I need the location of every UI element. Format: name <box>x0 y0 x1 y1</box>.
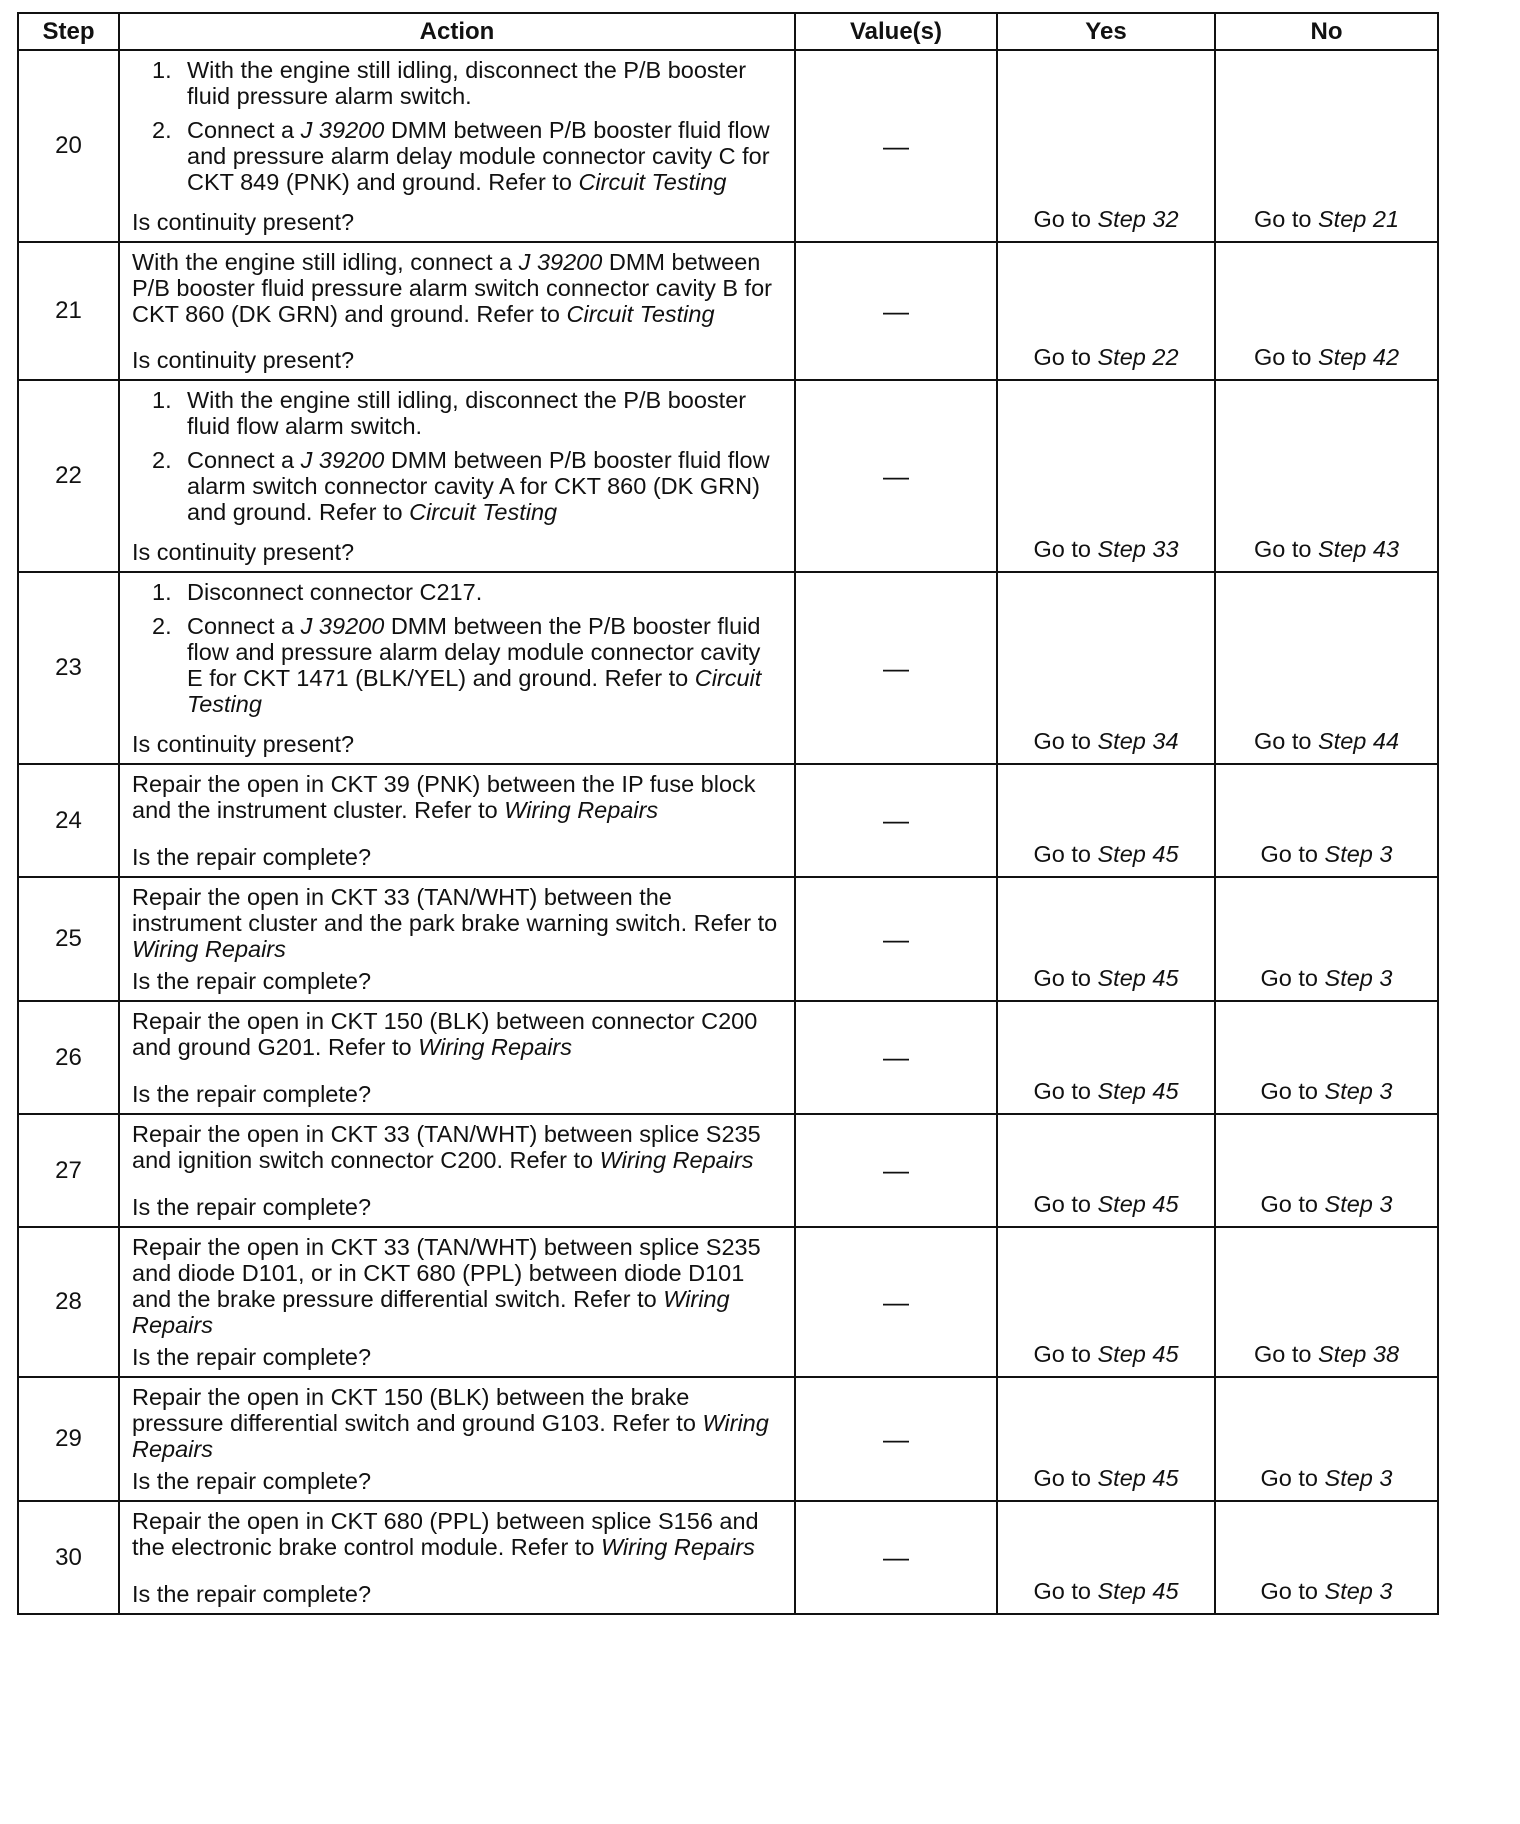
no-cell <box>1215 1377 1438 1501</box>
no-cell <box>1215 572 1438 764</box>
action-question: Is continuity present? <box>132 209 355 235</box>
action-cell <box>119 572 795 764</box>
step-number: 25 <box>18 877 119 1001</box>
table-row <box>18 1227 1438 1377</box>
no-step-ref: Step 3 <box>1324 841 1393 867</box>
table-row <box>18 380 1438 572</box>
yes-cell <box>997 877 1215 1001</box>
table-row <box>18 877 1438 1001</box>
no-cell <box>1215 877 1438 1001</box>
yes-goto-text: Go to <box>1033 965 1091 991</box>
action-text: DMM between the P/B booster fluid flow and pressure alarm delay module connector cavity E for CKT 1471 (BLK/YEL) and ground. Refer to <box>187 613 761 691</box>
reference-text: Wiring Repairs <box>132 936 286 962</box>
diagnostic-table-page <box>17 12 1437 1615</box>
action-paragraph <box>132 1008 782 1060</box>
table-row <box>18 572 1438 764</box>
no-goto-text: Go to <box>1260 1465 1318 1491</box>
reference-text: J 39200 <box>300 447 385 473</box>
yes-goto-text: Go to <box>1033 1078 1091 1104</box>
yes-cell <box>997 572 1215 764</box>
yes-step-ref: Step 22 <box>1097 344 1179 370</box>
yes-step-ref: Step 34 <box>1097 728 1179 754</box>
action-text: Repair the open in CKT 33 (TAN/WHT) between the instrument cluster and the park brake warning switch. Refer to <box>132 884 778 936</box>
no-goto-text: Go to <box>1260 841 1318 867</box>
action-text: Repair the open in CKT 33 (TAN/WHT) between splice S235 and diode D101, or in CKT 680 (PPL) between diode D101 and the brake pressure differential switch. Refer to <box>132 1234 761 1312</box>
table-row <box>18 1377 1438 1501</box>
no-cell <box>1215 380 1438 572</box>
action-paragraph <box>132 1508 782 1560</box>
action-step-item <box>132 57 782 109</box>
no-goto-text: Go to <box>1260 1578 1318 1604</box>
yes-cell <box>997 380 1215 572</box>
yes-goto-text: Go to <box>1033 1465 1091 1491</box>
no-step-ref: Step 43 <box>1318 536 1400 562</box>
value-cell: — <box>795 1501 997 1614</box>
action-text: Connect a <box>187 613 301 639</box>
step-number: 24 <box>18 764 119 877</box>
no-cell <box>1215 1114 1438 1227</box>
reference-text: Circuit Testing <box>187 665 762 717</box>
action-step-number: 1. <box>152 387 172 413</box>
yes-goto-text: Go to <box>1033 728 1091 754</box>
action-text: Repair the open in CKT 39 (PNK) between the IP fuse block and the instrument cluster. Refer to <box>132 771 756 823</box>
yes-cell <box>997 1501 1215 1614</box>
yes-cell <box>997 1377 1215 1501</box>
yes-goto-text: Go to <box>1033 536 1091 562</box>
no-cell <box>1215 242 1438 380</box>
value-cell: — <box>795 1227 997 1377</box>
table-row <box>18 1114 1438 1227</box>
action-step-number: 1. <box>152 57 172 83</box>
yes-step-ref: Step 45 <box>1097 1078 1179 1104</box>
no-step-ref: Step 44 <box>1318 728 1400 754</box>
action-text: DMM between P/B booster fluid flow alarm switch connector cavity A for CKT 860 (DK GRN) and ground. Refer to <box>187 447 770 525</box>
no-step-ref: Step 3 <box>1324 1078 1393 1104</box>
table-row <box>18 764 1438 877</box>
yes-goto-text: Go to <box>1033 1341 1091 1367</box>
reference-text: J 39200 <box>518 249 603 275</box>
yes-cell <box>997 1114 1215 1227</box>
action-text: DMM between P/B booster fluid flow and pressure alarm delay module connector cavity C for CKT 849 (PNK) and ground. Refer to <box>187 117 770 195</box>
action-text: Repair the open in CKT 150 (BLK) between the brake pressure differential switch and ground G103. Refer to <box>132 1384 703 1436</box>
no-cell <box>1215 1001 1438 1114</box>
action-cell <box>119 50 795 242</box>
action-text: DMM between P/B booster fluid pressure alarm switch connector cavity B for CKT 860 (DK GRN) and ground. Refer to <box>132 249 772 327</box>
action-question: Is continuity present? <box>132 539 355 565</box>
step-number: 23 <box>18 572 119 764</box>
action-cell <box>119 764 795 877</box>
action-cell <box>119 1501 795 1614</box>
yes-step-ref: Step 45 <box>1097 841 1179 867</box>
action-question: Is the repair complete? <box>132 844 372 870</box>
yes-step-ref: Step 32 <box>1097 206 1179 232</box>
action-question: Is the repair complete? <box>132 1468 372 1494</box>
action-cell <box>119 1001 795 1114</box>
no-step-ref: Step 38 <box>1318 1341 1400 1367</box>
table-header-row <box>18 13 1438 50</box>
header-action: Action <box>119 13 795 50</box>
value-cell: — <box>795 764 997 877</box>
yes-goto-text: Go to <box>1033 1191 1091 1217</box>
action-step-item <box>132 117 782 195</box>
yes-cell <box>997 50 1215 242</box>
no-step-ref: Step 3 <box>1324 1465 1393 1491</box>
value-cell: — <box>795 50 997 242</box>
yes-step-ref: Step 33 <box>1097 536 1179 562</box>
action-paragraph <box>132 249 782 327</box>
yes-goto-text: Go to <box>1033 206 1091 232</box>
no-cell <box>1215 1501 1438 1614</box>
yes-goto-text: Go to <box>1033 841 1091 867</box>
no-step-ref: Step 3 <box>1324 1191 1393 1217</box>
action-step-number: 2. <box>152 447 172 473</box>
action-cell <box>119 242 795 380</box>
action-question: Is the repair complete? <box>132 1581 372 1607</box>
value-cell: — <box>795 877 997 1001</box>
action-question: Is the repair complete? <box>132 1194 372 1220</box>
value-cell: — <box>795 1114 997 1227</box>
action-text: With the engine still idling, disconnect the P/B booster fluid flow alarm switch. <box>187 387 747 439</box>
action-cell <box>119 1227 795 1377</box>
action-cell <box>119 1377 795 1501</box>
action-step-item <box>132 613 782 717</box>
header-yes: Yes <box>997 13 1215 50</box>
no-goto-text: Go to <box>1253 206 1312 232</box>
table-row <box>18 242 1438 380</box>
yes-step-ref: Step 45 <box>1097 1465 1179 1491</box>
step-number: 30 <box>18 1501 119 1614</box>
header-values: Value(s) <box>795 13 997 50</box>
no-goto-text: Go to <box>1253 728 1312 754</box>
yes-step-ref: Step 45 <box>1097 1341 1179 1367</box>
yes-step-ref: Step 45 <box>1097 1191 1179 1217</box>
table-row <box>18 1001 1438 1114</box>
action-text: Disconnect connector C217. <box>187 579 483 605</box>
action-step-item <box>132 447 782 525</box>
action-question: Is the repair complete? <box>132 1081 372 1107</box>
action-cell <box>119 380 795 572</box>
step-number: 27 <box>18 1114 119 1227</box>
no-goto-text: Go to <box>1253 536 1312 562</box>
value-cell: — <box>795 1377 997 1501</box>
action-paragraph <box>132 1234 782 1338</box>
action-question: Is continuity present? <box>132 347 355 373</box>
action-step-number: 2. <box>152 613 172 639</box>
action-text: Connect a <box>187 447 301 473</box>
action-question: Is continuity present? <box>132 731 355 757</box>
action-text: With the engine still idling, connect a <box>132 249 519 275</box>
yes-cell <box>997 1001 1215 1114</box>
no-step-ref: Step 42 <box>1318 344 1400 370</box>
reference-text: Wiring Repairs <box>418 1034 572 1060</box>
reference-text: Circuit Testing <box>566 301 715 327</box>
header-step: Step <box>18 13 119 50</box>
yes-cell <box>997 764 1215 877</box>
reference-text: Wiring Repairs <box>600 1534 755 1560</box>
step-number: 21 <box>18 242 119 380</box>
action-text: Repair the open in CKT 150 (BLK) between connector C200 and ground G201. Refer to <box>132 1008 758 1060</box>
reference-text: Wiring Repairs <box>132 1286 730 1338</box>
table-body <box>18 50 1438 1614</box>
reference-text: J 39200 <box>300 613 385 639</box>
action-steps-list <box>132 57 782 195</box>
reference-text: Wiring Repairs <box>132 1410 769 1462</box>
diagnostic-step-table <box>17 12 1439 1615</box>
table-row <box>18 1501 1438 1614</box>
value-cell: — <box>795 1001 997 1114</box>
action-step-number: 2. <box>152 117 172 143</box>
reference-text: Wiring Repairs <box>504 797 659 823</box>
action-text: With the engine still idling, disconnect the P/B booster fluid pressure alarm switch. <box>187 57 747 109</box>
yes-cell <box>997 1227 1215 1377</box>
yes-step-ref: Step 45 <box>1097 1578 1179 1604</box>
yes-cell <box>997 242 1215 380</box>
no-goto-text: Go to <box>1253 344 1312 370</box>
step-number: 22 <box>18 380 119 572</box>
action-question: Is the repair complete? <box>132 1344 372 1370</box>
action-text: Repair the open in CKT 680 (PPL) between splice S156 and the electronic brake control module. Refer to <box>132 1508 759 1560</box>
value-cell: — <box>795 242 997 380</box>
no-step-ref: Step 3 <box>1324 1578 1393 1604</box>
action-step-item <box>132 579 782 605</box>
action-steps-list <box>132 579 782 717</box>
action-paragraph <box>132 771 782 823</box>
step-number: 20 <box>18 50 119 242</box>
no-cell <box>1215 50 1438 242</box>
no-goto-text: Go to <box>1260 1191 1318 1217</box>
action-paragraph <box>132 1384 782 1462</box>
action-text: Connect a <box>187 117 301 143</box>
no-goto-text: Go to <box>1253 1341 1312 1367</box>
no-cell <box>1215 764 1438 877</box>
action-cell <box>119 877 795 1001</box>
no-step-ref: Step 3 <box>1324 965 1393 991</box>
value-cell: — <box>795 380 997 572</box>
action-step-number: 1. <box>152 579 172 605</box>
step-number: 26 <box>18 1001 119 1114</box>
action-step-item <box>132 387 782 439</box>
no-cell <box>1215 1227 1438 1377</box>
yes-step-ref: Step 45 <box>1097 965 1179 991</box>
reference-text: Circuit Testing <box>409 499 558 525</box>
action-paragraph <box>132 1121 782 1173</box>
value-cell: — <box>795 572 997 764</box>
table-row <box>18 50 1438 242</box>
yes-goto-text: Go to <box>1033 1578 1091 1604</box>
reference-text: J 39200 <box>300 117 385 143</box>
no-goto-text: Go to <box>1260 1078 1318 1104</box>
action-cell <box>119 1114 795 1227</box>
step-number: 29 <box>18 1377 119 1501</box>
no-goto-text: Go to <box>1260 965 1318 991</box>
yes-goto-text: Go to <box>1033 344 1091 370</box>
header-no: No <box>1215 13 1438 50</box>
step-number: 28 <box>18 1227 119 1377</box>
no-step-ref: Step 21 <box>1318 206 1400 232</box>
action-paragraph <box>132 884 782 962</box>
reference-text: Circuit Testing <box>578 169 727 195</box>
reference-text: Wiring Repairs <box>599 1147 754 1173</box>
action-question: Is the repair complete? <box>132 968 372 994</box>
action-text: Repair the open in CKT 33 (TAN/WHT) between splice S235 and ignition switch connector C200. Refer to <box>132 1121 761 1173</box>
action-steps-list <box>132 387 782 525</box>
